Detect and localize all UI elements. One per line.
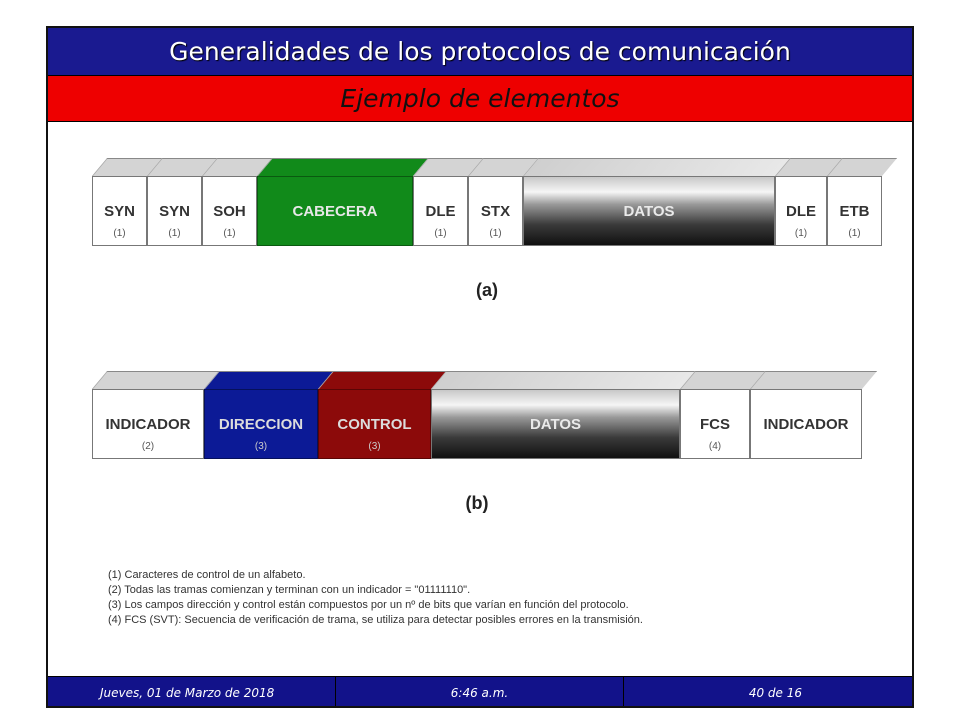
field-name: DATOS (529, 415, 582, 433)
frame-b-fields (92, 389, 862, 459)
frame-a-top-face (92, 158, 882, 176)
field-note: (1) (434, 228, 447, 239)
field-name: DLE (425, 202, 456, 220)
footer-date: Jueves, 01 de Marzo de 2018 (48, 677, 336, 708)
field-name: DIRECCION (218, 415, 304, 433)
field-direccion (204, 389, 318, 459)
field-name: DATOS (623, 202, 675, 220)
footnote: (4) FCS (SVT): Secuencia de verificación de trama, se utiliza para detectar posibles errores en la transmisión. (108, 614, 643, 626)
footer-page-number: 40 de 16 (748, 685, 802, 700)
field-name: CONTROL (337, 415, 412, 433)
footer-bar (48, 676, 912, 708)
field-syn-1 (92, 176, 147, 246)
footnotes (108, 568, 808, 628)
field-note: (3) (254, 441, 268, 452)
field-indicador-2 (750, 389, 862, 459)
field-note: (1) (168, 228, 181, 239)
slide-subtitle: Ejemplo de elementos (340, 84, 620, 113)
field-fcs (680, 389, 750, 459)
frame-a-top-segment (257, 158, 428, 176)
frame-b-top-segment (204, 371, 333, 389)
field-control (318, 389, 431, 459)
footer-time: 6:46 a.m. (336, 677, 624, 708)
field-note: (1) (489, 228, 502, 239)
field-name: CABECERA (292, 202, 378, 220)
field-name: DLE (786, 202, 816, 220)
frame-a-top-segment (523, 158, 790, 176)
frame-a-label: (a) (476, 280, 498, 300)
frame-b-label: (b) (465, 493, 489, 513)
slide-title: Generalidades de los protocolos de comunicación (169, 37, 791, 66)
frame-b-top-segment (750, 371, 877, 389)
field-dle-1 (413, 176, 468, 246)
field-soh (202, 176, 257, 246)
field-name: SYN (159, 202, 190, 220)
field-note: (1) (848, 228, 861, 239)
slide (46, 26, 914, 708)
footnote: (2) Todas las tramas comienzan y terminan con un indicador = "01111110". (108, 584, 471, 596)
frame-a-diagram (92, 158, 882, 300)
field-name: ETB (839, 202, 870, 220)
field-name: SOH (213, 202, 246, 220)
field-datos-b (431, 389, 680, 459)
frame-b-diagram (92, 371, 862, 513)
title-bar (48, 28, 912, 76)
field-note: (4) (708, 441, 722, 452)
field-note: (3) (368, 441, 381, 452)
field-name: SYN (104, 202, 135, 220)
frame-b-top-face (92, 371, 862, 389)
field-name: INDICADOR (105, 415, 191, 433)
frame-b-top-segment (92, 371, 219, 389)
field-name: INDICADOR (763, 415, 849, 433)
field-dle-2 (775, 176, 827, 246)
frame-a-fields (92, 176, 882, 246)
footnote: (3) Los campos dirección y control están compuestos por un nº de bits que varían en función del protocolo. (108, 599, 629, 611)
field-etb (827, 176, 882, 246)
field-datos-a (523, 176, 775, 246)
frame-b-top-segment (318, 371, 446, 389)
field-syn-2 (147, 176, 202, 246)
field-name: FCS (700, 415, 730, 433)
field-indicador-1 (92, 389, 204, 459)
field-cabecera (257, 176, 413, 246)
field-name: STX (480, 202, 511, 220)
field-note: (1) (223, 228, 236, 239)
field-note: (1) (113, 228, 126, 239)
subtitle-bar (48, 76, 912, 122)
frame-b-top-segment (431, 371, 695, 389)
field-stx (468, 176, 523, 246)
footnote: (1) Caracteres de control de un alfabeto. (108, 569, 306, 581)
field-note: (2) (141, 441, 155, 452)
field-note: (1) (794, 228, 808, 239)
